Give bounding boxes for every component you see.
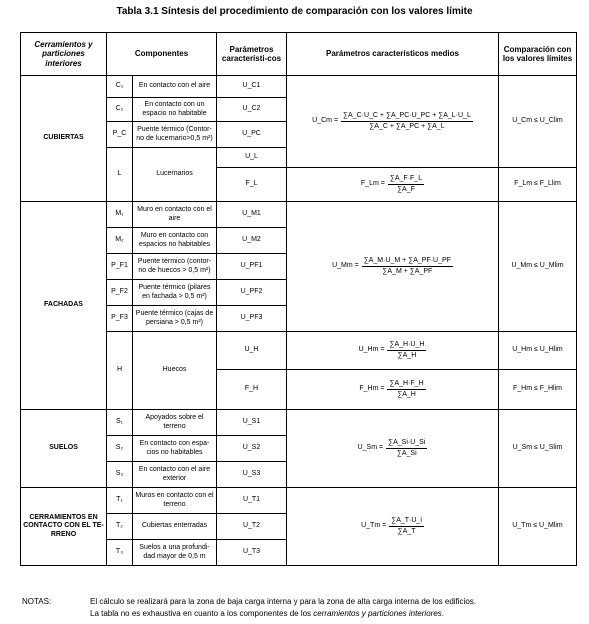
formula-cubiertas-u: U_Cm = $\frac{\sum A\_C\cdot U\_C + \sum A\_PC\cdot U\_PC + \sum A\_L\cdot U\_L}{\sum A\_C + \sum A\_PC + \sum A\_L}$ — [287, 76, 499, 168]
symbol-cell: M₁ — [107, 202, 133, 228]
symbol-cell: T₁ — [107, 488, 133, 514]
notes-label: NOTAS: — [22, 597, 52, 606]
component-cell: Muro en contacto con espacios no habitables — [133, 228, 217, 254]
group-label-terreno: CERRAMIENTOS EN CONTACTO CON EL TE-RRENO — [21, 488, 107, 566]
formula-denominator: ∑A_Si — [396, 450, 417, 457]
symbol-cell: P_F2 — [107, 280, 133, 306]
formula-lhs: F_Hm — [359, 385, 379, 393]
notes-line-2-text: La tabla no es exhaustiva en cuanto a los componentes de los — [90, 609, 314, 618]
compare-suelos-u: U_Sm ≤ U_Slim — [499, 410, 577, 488]
symbol-cell: P_F3 — [107, 306, 133, 332]
formula-lhs: U_Hm — [358, 346, 379, 354]
header-comparacion: Comparación con los valores límites — [499, 33, 577, 76]
component-cell: Huecos — [133, 332, 217, 410]
formula-fachadas-f: F_Hm = $\frac{\sum A\_H\cdot F\_H}{\sum A\_H}$ — [287, 370, 499, 410]
formula-cubiertas-f: F_Lm = $\frac{\sum A\_F\cdot F\_L}{\sum A\_F}$ — [287, 168, 499, 202]
formula-numerator: ∑A_H·F_H — [387, 380, 425, 390]
symbol-cell: P_F1 — [107, 254, 133, 280]
parameter-cell: U_T2 — [217, 514, 287, 540]
table-row — [21, 76, 577, 98]
component-cell: En contacto con el aire exterior — [133, 462, 217, 488]
formula-numerator: ∑A_M·U_M + ∑A_PF·U_PF — [362, 257, 453, 267]
component-cell: Cubiertas enterradas — [133, 514, 217, 540]
header-componentes: Componentes — [107, 33, 217, 76]
parameter-cell: U_C1 — [217, 76, 287, 98]
compare-cubiertas-u: U_Cm ≤ U_Clim — [499, 76, 577, 168]
parameter-cell: U_C2 — [217, 98, 287, 122]
compare-fachadas-u: U_Mm ≤ U_Mlim — [499, 202, 577, 332]
symbol-cell: H — [107, 332, 133, 410]
formula-lhs: U_Mm — [332, 262, 353, 270]
formula-lhs: U_Sm — [357, 444, 378, 452]
component-cell: Muros en contacto con el terreno — [133, 488, 217, 514]
symbol-cell: M₂ — [107, 228, 133, 254]
component-cell: Muro en contacto con el aire — [133, 202, 217, 228]
component-cell: Puente térmico (pilares en fachada > 0,5 m²) — [133, 280, 217, 306]
formula-denominator: ∑A_H — [397, 391, 416, 398]
symbol-cell: P_C — [107, 122, 133, 148]
component-cell: Suelos a una profundi-dad mayor de 0,5 m — [133, 540, 217, 566]
parameter-cell: U_PF1 — [217, 254, 287, 280]
component-cell: Apoyados sobre el terreno — [133, 410, 217, 436]
compare-terreno-u: U_Tm ≤ U_Mlim — [499, 488, 577, 566]
formula-denominator: ∑A_H — [397, 352, 417, 359]
formula-fachadas-u: U_Mm = $\frac{\sum A\_M\cdot U\_M + \sum A\_PF\cdot U\_PF}{\sum A\_M + \sum A\_PF}$ — [287, 202, 499, 332]
component-cell: En contacto con un espacio no habitable — [133, 98, 217, 122]
symbol-cell: C₁ — [107, 76, 133, 98]
component-cell: En contacto con el aire — [133, 76, 217, 98]
group-label-cubiertas: CUBIERTAS — [21, 76, 107, 202]
notes-line-1: El cálculo se realizará para la zona de baja carga interna y para la zona de alta carga interna de los edificios. — [90, 597, 477, 606]
formula-denominator: ∑A_T — [397, 528, 416, 535]
formula-denominator: ∑A_M + ∑A_PF — [382, 268, 433, 275]
formula-suelos-u: U_Sm = $\frac{\sum A\_Si\cdot U\_Si}{\sum A\_Si}$ — [287, 410, 499, 488]
formula-denominator: ∑A_C + ∑A_PC + ∑A_L — [369, 123, 445, 130]
header-parametros-medios: Parámetros característicos medios — [287, 33, 499, 76]
parameter-cell: U_M2 — [217, 228, 287, 254]
symbol-cell: S₂ — [107, 436, 133, 462]
parameter-cell: F_H — [217, 370, 287, 410]
component-cell: Lucernarios — [133, 148, 217, 202]
formula-numerator: ∑A_F·F_L — [388, 175, 424, 185]
header-parametros: Parámetros característi-cos — [217, 33, 287, 76]
symbol-cell: S₃ — [107, 462, 133, 488]
parameter-cell: U_S1 — [217, 410, 287, 436]
parameter-cell: U_T1 — [217, 488, 287, 514]
parameter-cell: U_T3 — [217, 540, 287, 566]
formula-lhs: F_Lm — [360, 180, 379, 188]
header-cerramientos: Cerramientos y particiones interiores — [21, 33, 107, 76]
component-cell: Puente térmico (contor-no de huecos > 0,5 m²) — [133, 254, 217, 280]
group-label-suelos: SUELOS — [21, 410, 107, 488]
parameter-cell: F_L — [217, 168, 287, 202]
compare-fachadas-h: U_Hm ≤ U_Hlim — [499, 332, 577, 370]
table-row — [21, 202, 577, 228]
symbol-cell: T₂ — [107, 514, 133, 540]
formula-denominator: ∑A_F — [397, 186, 415, 193]
parameter-cell: U_H — [217, 332, 287, 370]
parameter-cell: U_L — [217, 148, 287, 168]
header-row — [21, 33, 577, 76]
formula-terreno-u: U_Tm = $\frac{\sum A\_T\cdot U\_i}{\sum A\_T}$ — [287, 488, 499, 566]
notes-line-2 — [90, 608, 589, 620]
parameter-cell: U_S2 — [217, 436, 287, 462]
formula-lhs: U_Cm — [312, 117, 332, 125]
compare-fachadas-f: F_Hm ≤ F_Hlim — [499, 370, 577, 410]
symbol-cell: C₂ — [107, 98, 133, 122]
formula-lhs: U_Tm — [361, 522, 381, 530]
notes-text — [90, 596, 589, 620]
formula-fachadas-h: U_Hm = $\frac{\sum A\_H\cdot U\_H}{\sum A\_H}$ — [287, 332, 499, 370]
synthesis-table — [20, 32, 577, 566]
group-label-fachadas: FACHADAS — [21, 202, 107, 410]
table-title: Tabla 3.1 Síntesis del procedimiento de comparación con los valores límite — [116, 6, 473, 17]
parameter-cell: U_S3 — [217, 462, 287, 488]
parameter-cell: U_M1 — [217, 202, 287, 228]
parameter-cell: U_PF2 — [217, 280, 287, 306]
formula-numerator: ∑A_Si·U_Si — [386, 439, 427, 449]
symbol-cell: S₁ — [107, 410, 133, 436]
formula-numerator: ∑A_T·U_i — [389, 517, 424, 527]
parameter-cell: U_PF3 — [217, 306, 287, 332]
component-cell: Puente térmico (cajas de persiana > 0,5 m²) — [133, 306, 217, 332]
symbol-cell: L — [107, 148, 133, 202]
notes-line-2-end: . — [441, 609, 444, 618]
table-row — [21, 488, 577, 514]
formula-numerator: ∑A_C·U_C + ∑A_PC·U_PC + ∑A_L·U_L — [341, 112, 473, 122]
component-cell: En contacto con espa-cios no habitables — [133, 436, 217, 462]
symbol-cell: T₃ — [107, 540, 133, 566]
compare-cubiertas-f: F_Lm ≤ F_Llim — [499, 168, 577, 202]
table-row — [21, 410, 577, 436]
notes-line-2-italic: cerramientos y particiones interiores — [313, 609, 442, 618]
parameter-cell: U_PC — [217, 122, 287, 148]
formula-numerator: ∑A_H·U_H — [387, 341, 426, 351]
component-cell: Puente térmico (Contor-no de lucernario>0,5 m²) — [133, 122, 217, 148]
